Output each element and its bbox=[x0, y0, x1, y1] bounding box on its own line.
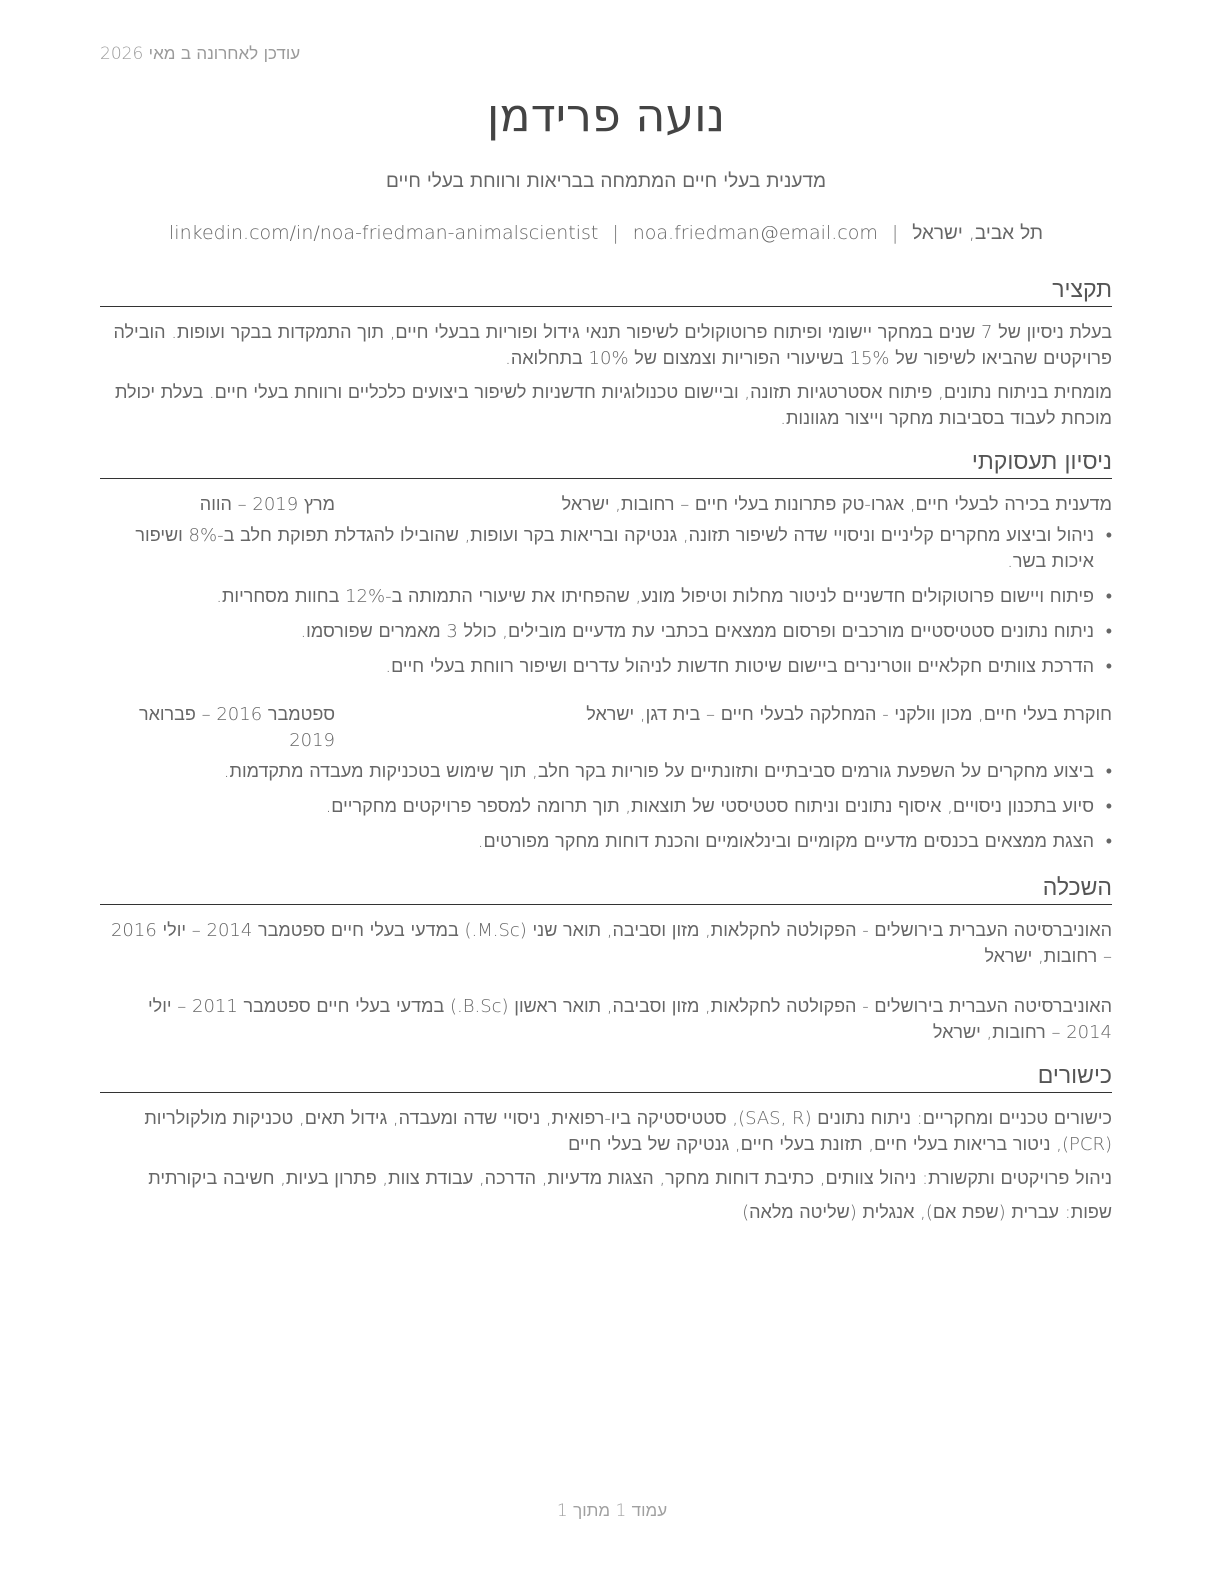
list-item: • פיתוח ויישום פרוטוקולים חדשניים לניטור מחלות וטיפול מונע, שהפחיתו את שיעורי התמותה ב-12% בחוות מסחריות. bbox=[100, 584, 1112, 610]
contact-separator: | bbox=[891, 222, 899, 244]
section-title-skills: כישורים bbox=[100, 1062, 1112, 1093]
candidate-tagline: מדענית בעלי חיים המתמחה בבריאות ורווחת בעלי חיים bbox=[385, 170, 827, 192]
job-role: מדענית בכירה לבעלי חיים, אגרו-טק פתרונות בעלי חיים – רחובות, ישראל bbox=[561, 494, 1112, 515]
section-title-summary: תקציר bbox=[100, 276, 1112, 307]
resume-page bbox=[100, 0, 1112, 1584]
list-item: • הדרכת צוותים חקלאיים ווטרינרים ביישום שיטות חדשות לניהול עדרים ושיפור רווחת בעלי חיים. bbox=[100, 654, 1112, 680]
list-item: • סיוע בתכנון ניסויים, איסוף נתונים וניתוח סטטיסטי של תוצאות, תוך תרומה למספר פרויקטים מחקריים. bbox=[100, 794, 1112, 820]
contact-email[interactable]: noa.friedman@email.com bbox=[632, 222, 878, 244]
job-bullets bbox=[100, 759, 1112, 864]
list-item: • ניהול וביצוע מחקרים קליניים וניסויי שדה לשיפור תזונה, גנטיקה ובריאות בקר ועופות, שהובילו להגדלת תפוקת חלב ב-8% ושיפור איכות בשר. bbox=[100, 523, 1112, 575]
job-dates: מרץ 2019 – הווה bbox=[199, 494, 335, 515]
skills-line: שפות: עברית (שפת אם), אנגלית (שליטה מלאה) bbox=[742, 1202, 1112, 1223]
candidate-name: נועה פרידמן bbox=[486, 88, 726, 142]
list-item: • ניתוח נתונים סטטיסטיים מורכבים ופרסום ממצאים בכתבי עת מדעיים מובילים, כולל 3 מאמרים שפורסמו. bbox=[100, 619, 1112, 645]
summary-paragraph: מומחית בניתוח נתונים, פיתוח אסטרטגיות תזונה, וביישום טכנולוגיות חדשניות לשיפור ביצועים כלכליים ורווחת בעלי חיים. בעלת יכולת מוכחת לעבוד בסביבות מחקר וייצור מגוונות. bbox=[114, 382, 1112, 429]
job-dates: ספטמבר 2016 – פברואר 2019 bbox=[138, 704, 335, 751]
education-entry: האוניברסיטה העברית בירושלים - הפקולטה לחקלאות, מזון וסביבה, תואר ראשון (B.Sc.) במדעי בעלי חיים ספטמבר 2011 – יולי 2014 – רחובות, ישראל bbox=[148, 996, 1112, 1043]
job-bullets bbox=[100, 523, 1112, 689]
list-item: • הצגת ממצאים בכנסים מדעיים מקומיים ובינלאומיים והכנת דוחות מחקר מפורטים. bbox=[100, 829, 1112, 855]
contact-location: תל אביב, ישראל bbox=[912, 222, 1043, 244]
section-title-experience: ניסיון תעסוקתי bbox=[100, 448, 1112, 479]
page-number: עמוד 1 מתוך 1 bbox=[556, 1501, 668, 1521]
last-updated: עודכן לאחרונה ב מאי 2026 bbox=[100, 44, 301, 64]
skills-line: ניהול פרויקטים ותקשורת: ניהול צוותים, כתיבת דוחות מחקר, הצגות מדעיות, הדרכה, עבודת צוות, פתרון בעיות, חשיבה ביקורתית bbox=[148, 1168, 1112, 1189]
contact-separator: | bbox=[612, 222, 619, 244]
job-header bbox=[100, 702, 1112, 754]
contact-linkedin[interactable]: linkedin.com/in/noa-friedman-animalscientist bbox=[169, 222, 599, 244]
summary-paragraph: בעלת ניסיון של 7 שנים במחקר יישומי ופיתוח פרוטוקולים לשיפור תנאי גידול ופוריות בבעלי חיים, תוך התמקדות בבקר ועופות. הובילה פרויקטים שהביאו לשיפור של 15% בשיעורי הפוריות וצמצום של 10% בתחלואה. bbox=[113, 322, 1112, 369]
list-item: • ביצוע מחקרים על השפעת גורמים סביבתיים ותזונתיים על פוריות בקר חלב, תוך שימוש בטכניקות מעבדה מתקדמות. bbox=[100, 759, 1112, 785]
education-entry: האוניברסיטה העברית בירושלים - הפקולטה לחקלאות, מזון וסביבה, תואר שני (M.Sc.) במדעי בעלי חיים ספטמבר 2014 – יולי 2016 – רחובות, ישראל bbox=[110, 920, 1112, 967]
job-header bbox=[100, 492, 1112, 518]
contact-line bbox=[100, 222, 1112, 245]
section-title-education: השכלה bbox=[100, 874, 1112, 905]
job-role: חוקרת בעלי חיים, מכון וולקני - המחלקה לבעלי חיים – בית דגן, ישראל bbox=[586, 704, 1112, 725]
skills-line: כישורים טכניים ומחקריים: ניתוח נתונים (SAS, R), סטטיסטיקה ביו-רפואית, ניסויי שדה ומעבדה, גידול תאים, טכניקות מולקולריות (PCR), ניטור בריאות בעלי חיים, תזונת בעלי חיים, גנטיקה של בעלי חיים bbox=[144, 1108, 1112, 1155]
